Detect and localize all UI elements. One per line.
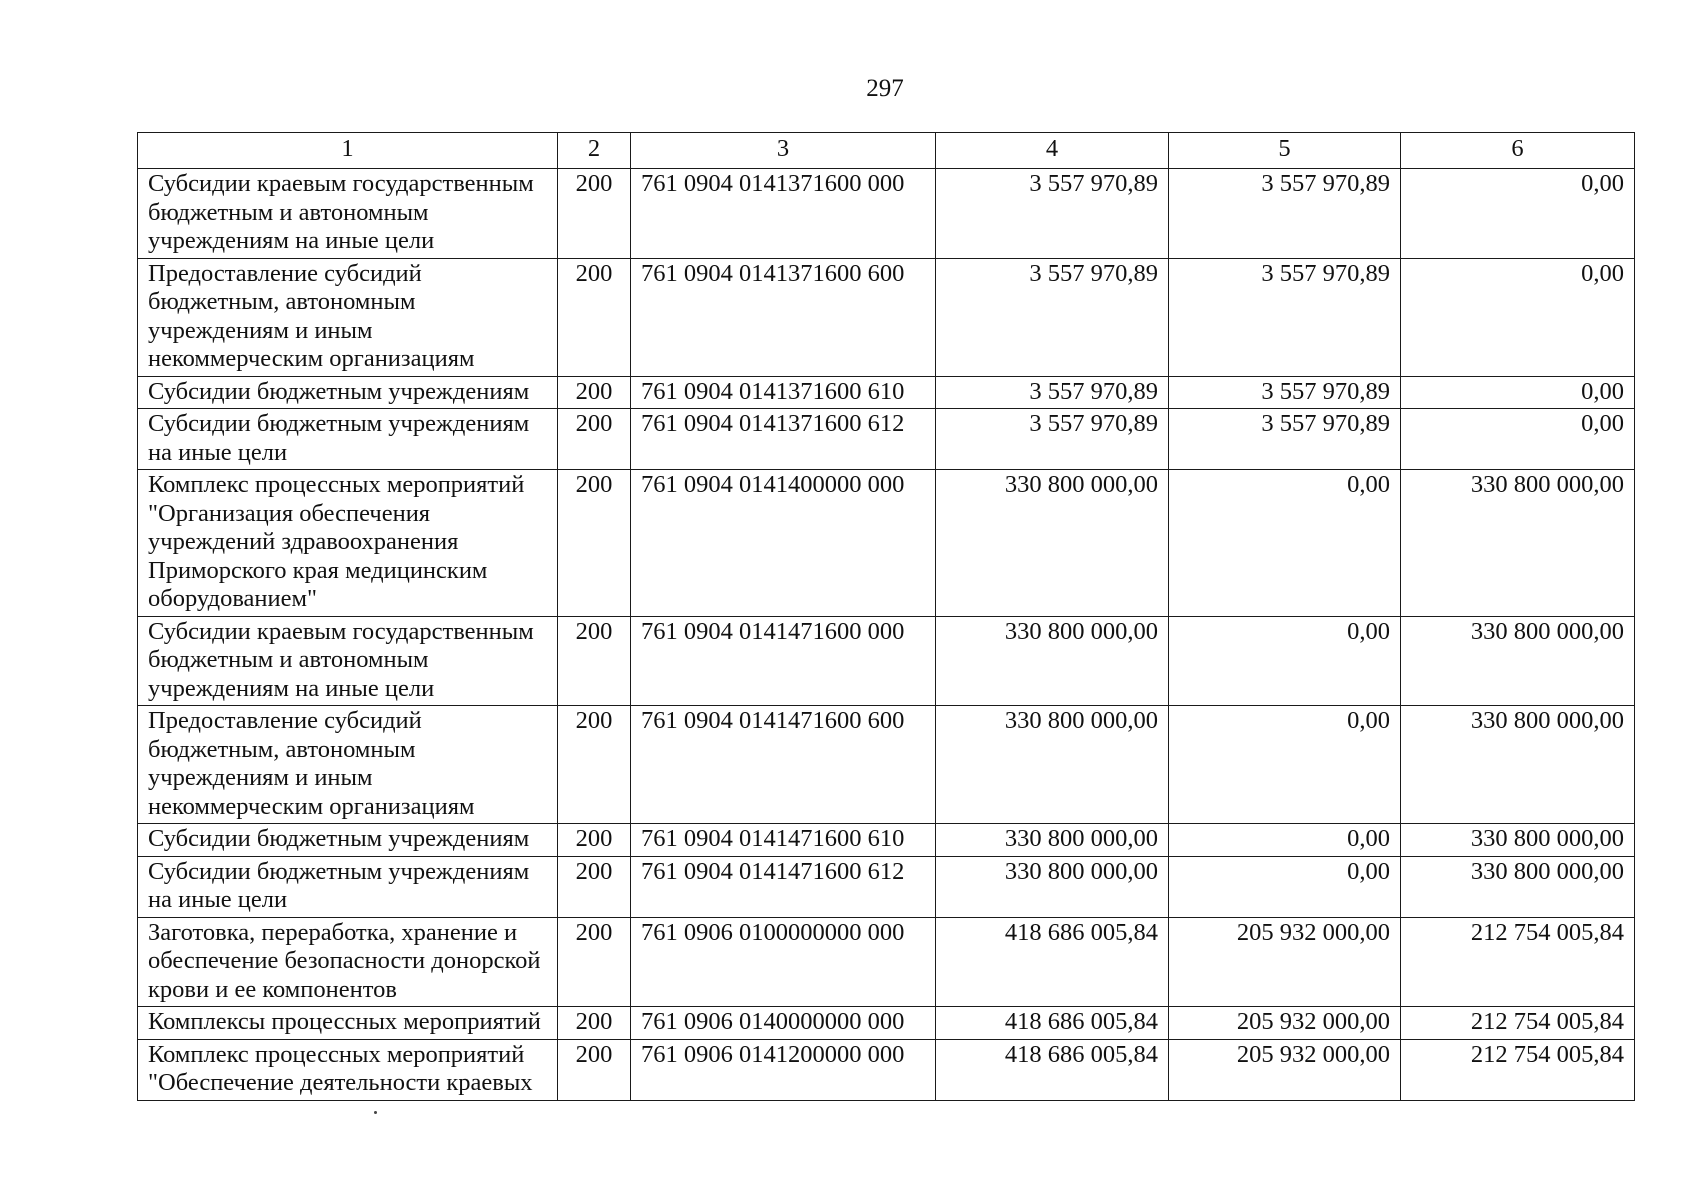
column-header-5: 5 (1169, 133, 1401, 169)
cell-value-5: 205 932 000,00 (1169, 917, 1401, 1007)
table-row (138, 409, 1635, 470)
column-header-1: 1 (138, 133, 558, 169)
cell-value-4: 3 557 970,89 (936, 169, 1169, 259)
cell-section: 200 (558, 1039, 631, 1100)
cell-value-6: 330 800 000,00 (1401, 706, 1635, 824)
table-row (138, 258, 1635, 376)
cell-value-5: 0,00 (1169, 824, 1401, 857)
table-row (138, 1039, 1635, 1100)
page-number: 297 (866, 75, 904, 102)
cell-code: 761 0904 0141371600 000 (631, 169, 936, 259)
cell-value-6: 0,00 (1401, 169, 1635, 259)
cell-section: 200 (558, 470, 631, 617)
cell-value-5: 0,00 (1169, 470, 1401, 617)
cell-value-6: 0,00 (1401, 409, 1635, 470)
table-row (138, 706, 1635, 824)
cell-value-6: 0,00 (1401, 376, 1635, 409)
cell-name: Субсидии бюджетным учреждениям (138, 824, 558, 857)
table-row (138, 1007, 1635, 1040)
cell-section: 200 (558, 258, 631, 376)
cell-value-6: 330 800 000,00 (1401, 856, 1635, 917)
cell-value-5: 205 932 000,00 (1169, 1039, 1401, 1100)
cell-section: 200 (558, 169, 631, 259)
column-header-6: 6 (1401, 133, 1635, 169)
cell-value-4: 418 686 005,84 (936, 1039, 1169, 1100)
table-row (138, 169, 1635, 259)
cell-value-4: 330 800 000,00 (936, 824, 1169, 857)
cell-name: Заготовка, переработка, хранение и обеспечение безопасности донорской крови и ее компонентов (138, 917, 558, 1007)
cell-value-4: 330 800 000,00 (936, 706, 1169, 824)
cell-value-5: 0,00 (1169, 856, 1401, 917)
cell-code: 761 0904 0141400000 000 (631, 470, 936, 617)
column-header-4: 4 (936, 133, 1169, 169)
cell-value-4: 3 557 970,89 (936, 409, 1169, 470)
cell-code: 761 0904 0141471600 600 (631, 706, 936, 824)
cell-section: 200 (558, 409, 631, 470)
cell-name: Комплекс процессных мероприятий "Обеспечение деятельности краевых (138, 1039, 558, 1100)
cell-value-4: 330 800 000,00 (936, 856, 1169, 917)
cell-value-6: 212 754 005,84 (1401, 1007, 1635, 1040)
cell-code: 761 0906 0100000000 000 (631, 917, 936, 1007)
table-body (138, 169, 1635, 1101)
cell-value-4: 3 557 970,89 (936, 376, 1169, 409)
cell-value-6: 0,00 (1401, 258, 1635, 376)
cell-name: Предоставление субсидий бюджетным, автономным учреждениям и иным некоммерческим организациям (138, 258, 558, 376)
cell-code: 761 0904 0141371600 610 (631, 376, 936, 409)
cell-name: Комплекс процессных мероприятий "Организация обеспечения учреждений здравоохранения Приморского края медицинским оборудованием" (138, 470, 558, 617)
cell-value-6: 330 800 000,00 (1401, 616, 1635, 706)
header-row (138, 133, 1635, 169)
cell-name: Субсидии бюджетным учреждениям на иные цели (138, 856, 558, 917)
cell-name: Субсидии краевым государственным бюджетным и автономным учреждениям на иные цели (138, 169, 558, 259)
cell-value-5: 3 557 970,89 (1169, 258, 1401, 376)
cell-value-5: 0,00 (1169, 706, 1401, 824)
cell-name: Предоставление субсидий бюджетным, автономным учреждениям и иным некоммерческим организациям (138, 706, 558, 824)
scan-speck (374, 1111, 377, 1114)
table-row (138, 616, 1635, 706)
cell-value-6: 330 800 000,00 (1401, 824, 1635, 857)
table-header (138, 133, 1635, 169)
cell-value-6: 212 754 005,84 (1401, 1039, 1635, 1100)
budget-table (137, 132, 1635, 1101)
cell-section: 200 (558, 917, 631, 1007)
cell-value-5: 0,00 (1169, 616, 1401, 706)
cell-code: 761 0904 0141471600 000 (631, 616, 936, 706)
cell-name: Субсидии бюджетным учреждениям (138, 376, 558, 409)
cell-value-5: 3 557 970,89 (1169, 409, 1401, 470)
cell-value-6: 330 800 000,00 (1401, 470, 1635, 617)
table-row (138, 824, 1635, 857)
cell-value-4: 418 686 005,84 (936, 1007, 1169, 1040)
table-row (138, 917, 1635, 1007)
cell-section: 200 (558, 856, 631, 917)
cell-section: 200 (558, 706, 631, 824)
cell-code: 761 0904 0141471600 612 (631, 856, 936, 917)
table-row (138, 376, 1635, 409)
cell-name: Субсидии бюджетным учреждениям на иные цели (138, 409, 558, 470)
cell-value-5: 205 932 000,00 (1169, 1007, 1401, 1040)
cell-code: 761 0904 0141471600 610 (631, 824, 936, 857)
cell-code: 761 0906 0140000000 000 (631, 1007, 936, 1040)
column-header-2: 2 (558, 133, 631, 169)
cell-section: 200 (558, 1007, 631, 1040)
cell-value-4: 418 686 005,84 (936, 917, 1169, 1007)
cell-code: 761 0904 0141371600 600 (631, 258, 936, 376)
cell-value-4: 330 800 000,00 (936, 616, 1169, 706)
cell-name: Субсидии краевым государственным бюджетным и автономным учреждениям на иные цели (138, 616, 558, 706)
cell-value-5: 3 557 970,89 (1169, 169, 1401, 259)
table-row (138, 856, 1635, 917)
column-header-3: 3 (631, 133, 936, 169)
cell-value-4: 3 557 970,89 (936, 258, 1169, 376)
cell-value-6: 212 754 005,84 (1401, 917, 1635, 1007)
cell-value-4: 330 800 000,00 (936, 470, 1169, 617)
cell-section: 200 (558, 376, 631, 409)
cell-name: Комплексы процессных мероприятий (138, 1007, 558, 1040)
cell-section: 200 (558, 824, 631, 857)
cell-value-5: 3 557 970,89 (1169, 376, 1401, 409)
cell-section: 200 (558, 616, 631, 706)
cell-code: 761 0906 0141200000 000 (631, 1039, 936, 1100)
cell-code: 761 0904 0141371600 612 (631, 409, 936, 470)
table-row (138, 470, 1635, 617)
